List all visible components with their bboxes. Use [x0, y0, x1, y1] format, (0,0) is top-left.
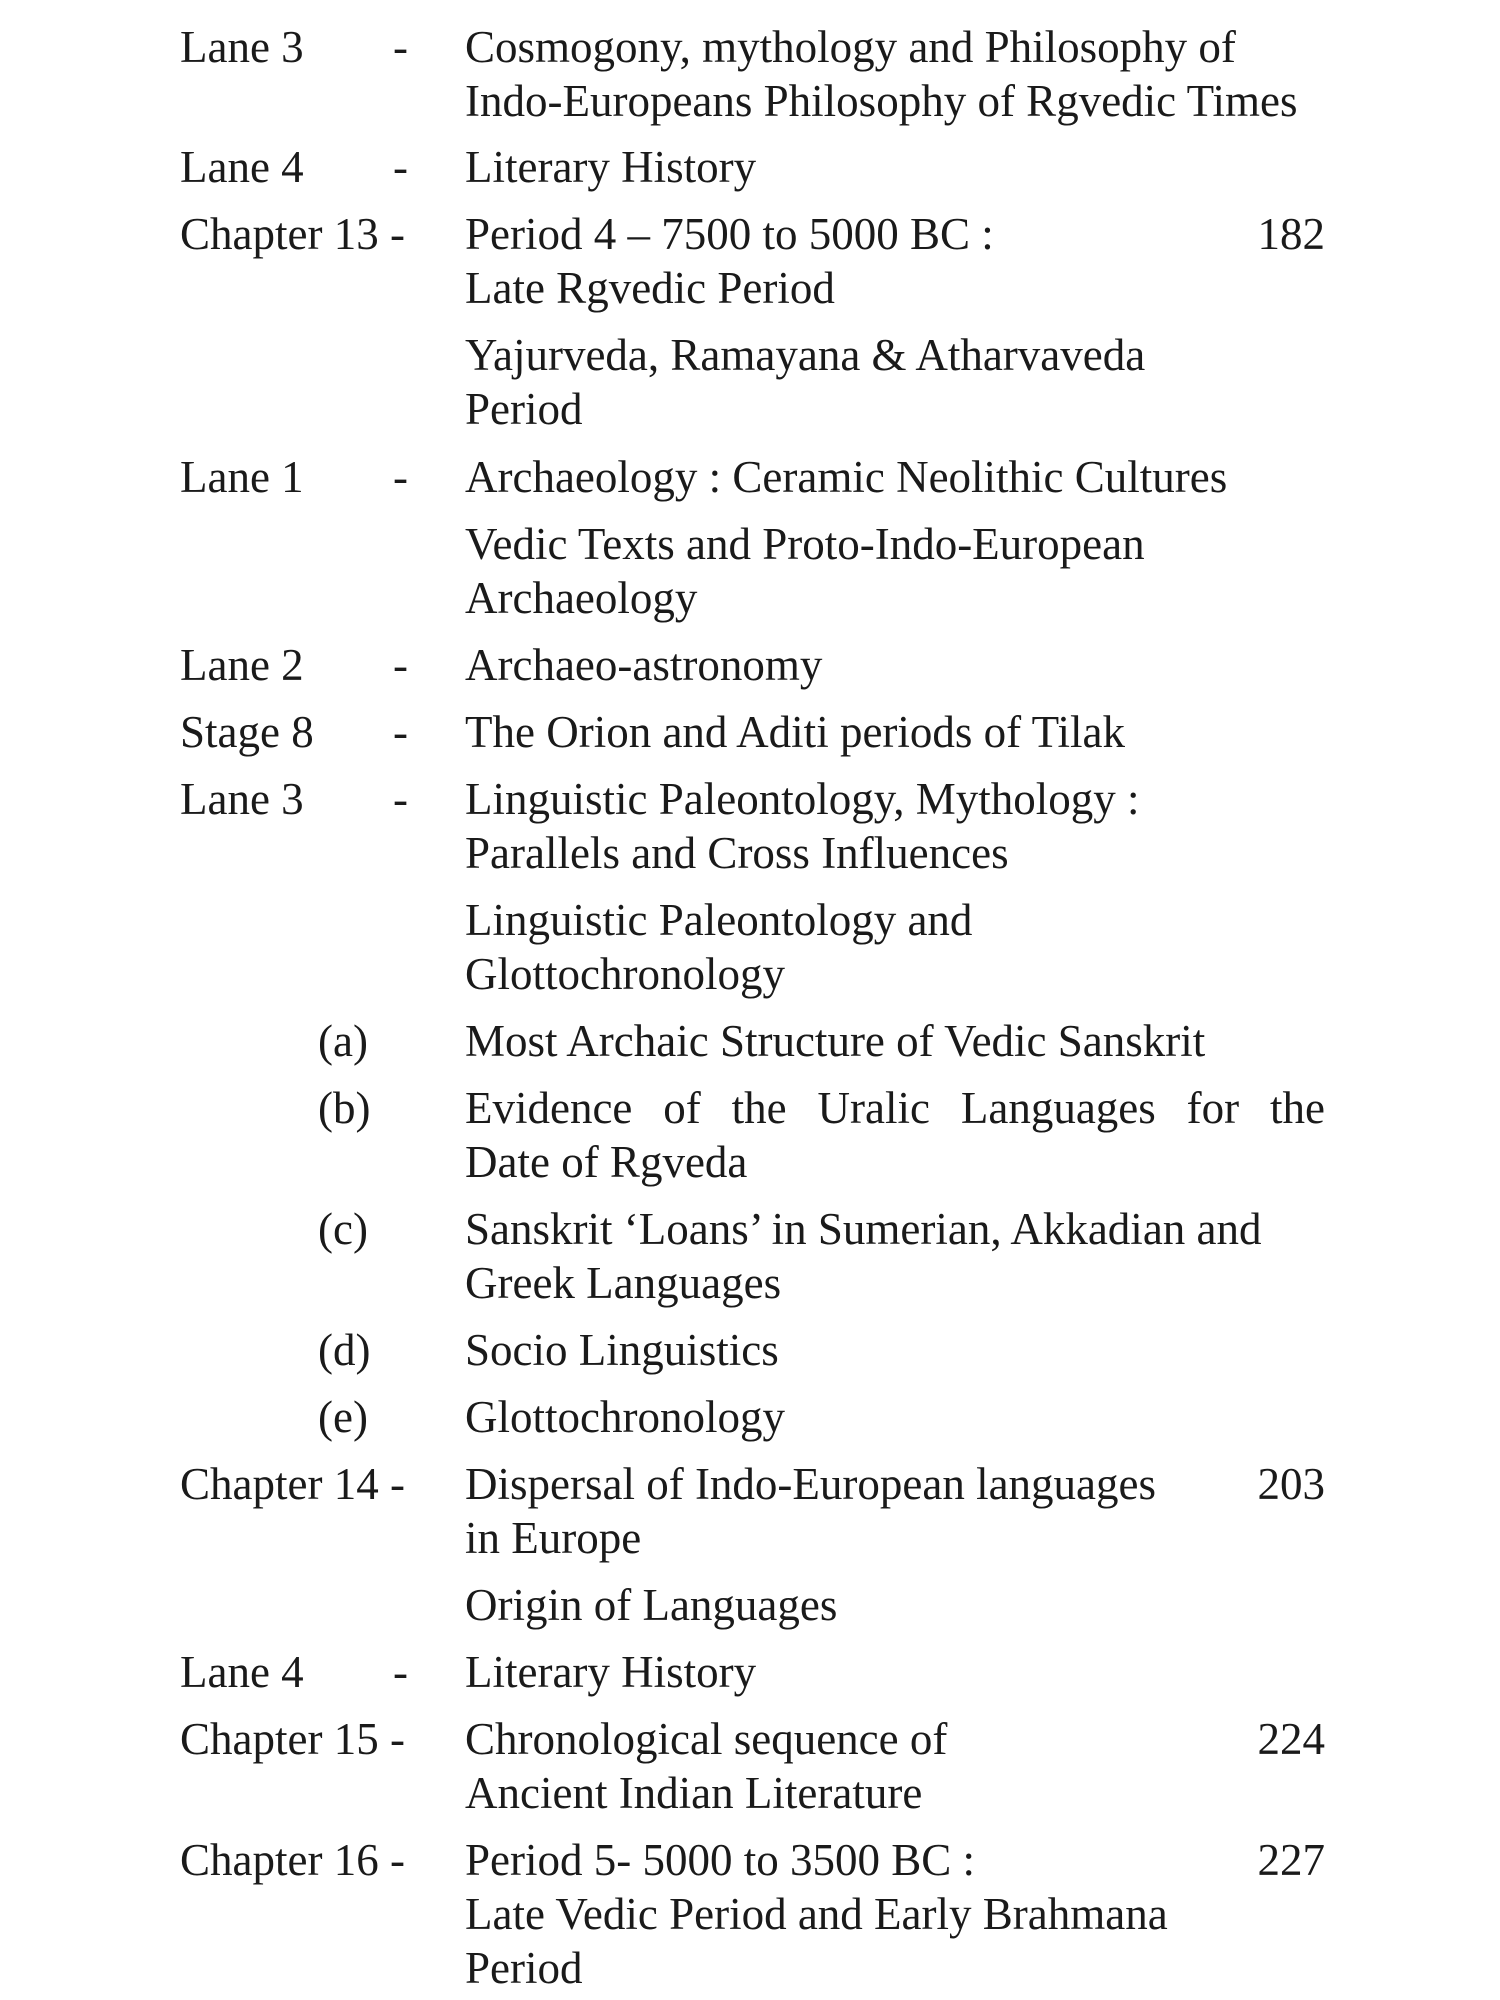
- entry-title-line: Ancient Indian Literature: [465, 1768, 923, 1818]
- entry-title-line: Most Archaic Structure of Vedic Sanskrit: [465, 1016, 1206, 1066]
- entry-page-number: 203: [1257, 1459, 1325, 1509]
- entry-title-line: Date of Rgveda: [465, 1137, 748, 1187]
- entry-dash: -: [393, 774, 408, 824]
- entry-dash: -: [393, 707, 408, 757]
- entry-title: [465, 20, 1325, 128]
- entry-title-line: Literary History: [465, 142, 757, 192]
- entry-title-line: Period: [465, 1943, 583, 1993]
- entry-sub-marker: (b): [318, 1083, 371, 1133]
- entry-title-line: Evidence of the Uralic Languages for the: [465, 1083, 1325, 1133]
- entry-label: Chapter 16 -: [180, 1835, 405, 1885]
- entry-dash: -: [393, 22, 408, 72]
- entry-title: [465, 893, 1325, 1001]
- entry-sub-marker: (d): [318, 1325, 371, 1375]
- entry-title-line: Archaeo-astronomy: [465, 640, 823, 690]
- entry-title-line: Glottochronology: [465, 949, 785, 999]
- entry-title-line: Cosmogony, mythology and Philosophy of: [465, 22, 1236, 72]
- entry-title: [465, 140, 1325, 194]
- entry-title-line: The Orion and Aditi periods of Tilak: [465, 707, 1125, 757]
- entry-title-line: Literary History: [465, 1647, 757, 1697]
- entry-title-line: Dispersal of Indo-European languages: [465, 1459, 1157, 1509]
- entry-title: [465, 1081, 1325, 1189]
- entry-title-line: Parallels and Cross Influences: [465, 828, 1009, 878]
- entry-label: Lane 4: [180, 142, 304, 192]
- entry-sub-marker: (e): [318, 1392, 368, 1442]
- entry-label: Chapter 15 -: [180, 1714, 405, 1764]
- entry-title-line: in Europe: [465, 1513, 642, 1563]
- entry-title: [465, 450, 1325, 504]
- entry-title-line: Period 5- 5000 to 3500 BC :: [465, 1835, 976, 1885]
- entry-label: Stage 8: [180, 707, 314, 757]
- entry-title: [465, 1202, 1325, 1310]
- entry-title: [465, 1457, 1325, 1565]
- entry-title-line: Linguistic Paleontology, Mythology :: [465, 774, 1140, 824]
- entry-title-line: Archaeology: [465, 573, 698, 623]
- entry-title: [465, 638, 1325, 692]
- entry-title: [465, 207, 1325, 315]
- entry-title: [465, 705, 1325, 759]
- entry-title-line: Origin of Languages: [465, 1580, 838, 1630]
- entry-title-line: Period 4 – 7500 to 5000 BC :: [465, 209, 994, 259]
- entry-title: [465, 1578, 1325, 1632]
- entry-title-line: Archaeology : Ceramic Neolithic Cultures: [465, 452, 1228, 502]
- entry-title-line: Glottochronology: [465, 1392, 785, 1442]
- entry-dash: -: [393, 640, 408, 690]
- entry-title: [465, 517, 1325, 625]
- entry-title-line: Period: [465, 384, 583, 434]
- entry-title-line: Greek Languages: [465, 1258, 782, 1308]
- entry-title-line: Chronological sequence of: [465, 1714, 948, 1764]
- entry-sub-marker: (c): [318, 1204, 368, 1254]
- entry-label: Chapter 13 -: [180, 209, 405, 259]
- entry-page-number: 224: [1257, 1714, 1325, 1764]
- entry-dash: -: [393, 142, 408, 192]
- entry-dash: -: [393, 452, 408, 502]
- entry-title-line: Sanskrit ‘Loans’ in Sumerian, Akkadian and: [465, 1204, 1262, 1254]
- entry-label: Lane 3: [180, 22, 304, 72]
- entry-sub-marker: (a): [318, 1016, 368, 1066]
- entry-title: [465, 1712, 1325, 1820]
- entry-title-line: Indo-Europeans Philosophy of Rgvedic Times: [465, 76, 1298, 126]
- entry-dash: -: [393, 1647, 408, 1697]
- entry-title: [465, 1645, 1325, 1699]
- entry-title: [465, 328, 1325, 436]
- entry-title: [465, 1833, 1325, 1995]
- entry-title-line: Linguistic Paleontology and: [465, 895, 973, 945]
- entry-title-line: Yajurveda, Ramayana & Atharvaveda: [465, 330, 1146, 380]
- entry-title-line: Vedic Texts and Proto-Indo-European: [465, 519, 1145, 569]
- entry-title-line: Late Vedic Period and Early Brahmana: [465, 1889, 1168, 1939]
- entry-label: Lane 4: [180, 1647, 304, 1697]
- entry-label: Lane 1: [180, 452, 304, 502]
- entry-label: Lane 2: [180, 640, 304, 690]
- entry-label: Lane 3: [180, 774, 304, 824]
- entry-title: [465, 1014, 1325, 1068]
- entry-page-number: 182: [1257, 209, 1325, 259]
- entry-title-line: Late Rgvedic Period: [465, 263, 835, 313]
- entry-page-number: 227: [1257, 1835, 1325, 1885]
- entry-title: [465, 1323, 1325, 1377]
- entry-label: Chapter 14 -: [180, 1459, 405, 1509]
- entry-title: [465, 1390, 1325, 1444]
- entry-title: [465, 772, 1325, 880]
- entry-title-line: Socio Linguistics: [465, 1325, 779, 1375]
